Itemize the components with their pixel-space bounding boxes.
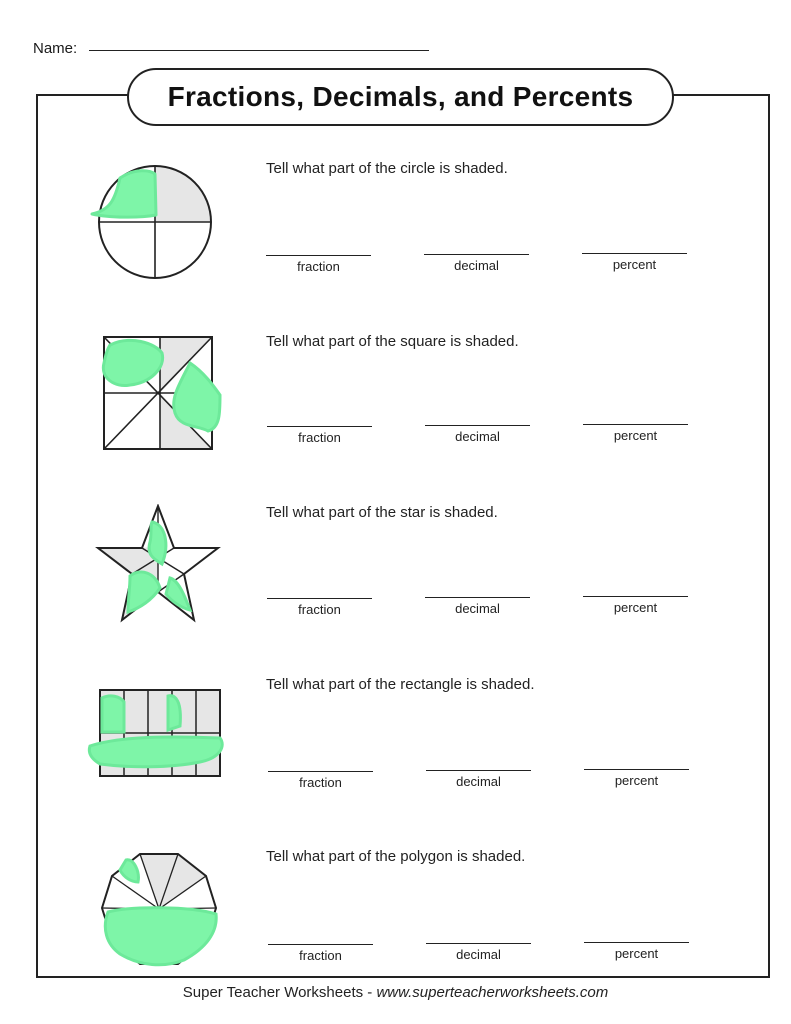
answer-label: decimal (455, 429, 500, 444)
answer-label: percent (614, 946, 659, 961)
answer-line[interactable] (584, 769, 689, 770)
problem-star (0, 504, 791, 654)
name-field[interactable] (89, 50, 429, 51)
answer-decimal[interactable] (425, 425, 530, 444)
answer-line[interactable] (583, 596, 688, 597)
title-banner (127, 68, 674, 126)
answer-label: fraction (299, 775, 342, 790)
answer-line[interactable] (267, 426, 372, 427)
problem-square (0, 333, 791, 483)
answer-percent[interactable] (582, 253, 687, 272)
prompt-square: Tell what part of the square is shaded. (266, 333, 519, 350)
circle-shape (80, 160, 230, 290)
problem-rectangle (0, 676, 791, 826)
prompt-star: Tell what part of the star is shaded. (266, 504, 498, 521)
answer-line[interactable] (268, 944, 373, 945)
problem-polygon (0, 848, 791, 998)
answer-line[interactable] (267, 598, 372, 599)
polygon-shape (80, 848, 230, 978)
prompt-rectangle: Tell what part of the rectangle is shaded. (266, 676, 535, 693)
answer-label: percent (614, 773, 659, 788)
page-title: Fractions, Decimals, and Percents (167, 81, 634, 112)
answer-line[interactable] (425, 597, 530, 598)
problem-circle (0, 160, 791, 310)
answer-line[interactable] (268, 771, 373, 772)
answer-label: decimal (454, 258, 499, 273)
answer-line[interactable] (584, 942, 689, 943)
answer-line[interactable] (426, 943, 531, 944)
rectangle-shape (80, 676, 230, 806)
answer-line[interactable] (426, 770, 531, 771)
footer-url[interactable]: www.superteacherworksheets.com (376, 984, 609, 1001)
answer-label: fraction (299, 948, 342, 963)
answer-decimal[interactable] (426, 943, 531, 962)
answer-label: fraction (298, 430, 341, 445)
answer-line[interactable] (425, 425, 530, 426)
answer-label: percent (613, 428, 658, 443)
footer-text: Super Teacher Worksheets - (182, 984, 377, 1001)
answer-label: decimal (456, 947, 501, 962)
star-shape (80, 504, 230, 634)
answer-fraction[interactable] (266, 255, 371, 274)
name-label: Name: (33, 40, 78, 57)
square-shape (80, 333, 230, 463)
answer-fraction[interactable] (267, 426, 372, 445)
answer-decimal[interactable] (424, 254, 529, 273)
answer-label: decimal (455, 601, 500, 616)
answer-fraction[interactable] (268, 771, 373, 790)
answer-line[interactable] (582, 253, 687, 254)
answer-percent[interactable] (584, 769, 689, 788)
prompt-circle: Tell what part of the circle is shaded. (266, 160, 508, 177)
answer-line[interactable] (583, 424, 688, 425)
answer-decimal[interactable] (426, 770, 531, 789)
answer-percent[interactable] (583, 596, 688, 615)
answer-label: decimal (456, 774, 501, 789)
answer-label: percent (613, 600, 658, 615)
answer-decimal[interactable] (425, 597, 530, 616)
answer-label: fraction (298, 602, 341, 617)
answer-line[interactable] (266, 255, 371, 256)
answer-line[interactable] (424, 254, 529, 255)
answer-label: fraction (297, 259, 340, 274)
answer-percent[interactable] (584, 942, 689, 961)
answer-label: percent (612, 257, 657, 272)
answer-fraction[interactable] (268, 944, 373, 963)
answer-fraction[interactable] (267, 598, 372, 617)
prompt-polygon: Tell what part of the polygon is shaded. (266, 848, 526, 865)
answer-percent[interactable] (583, 424, 688, 443)
footer (0, 984, 791, 1001)
